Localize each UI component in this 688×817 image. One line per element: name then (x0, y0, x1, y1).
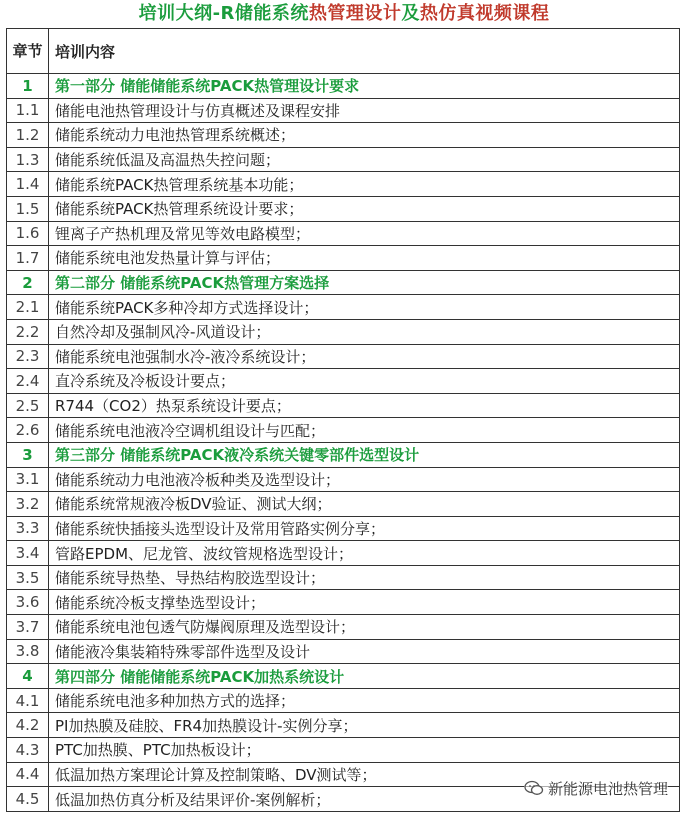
chapter-number: 1.3 (7, 147, 49, 172)
section-title: 第二部分 储能系统PACK热管理方案选择 (49, 270, 680, 295)
table-row (7, 688, 680, 713)
chapter-number: 2.3 (7, 344, 49, 369)
content-text: 储能系统电池强制水冷-液冷系统设计； (49, 344, 680, 369)
content-text: 储能系统快插接头选型设计及常用管路实例分享； (49, 516, 680, 541)
chapter-number: 3.5 (7, 565, 49, 590)
table-row (7, 123, 680, 148)
title-part-1: 培训大纲-R储能系统 (138, 3, 309, 24)
watermark-text: 新能源电池热管理 (547, 779, 668, 798)
table-row (7, 418, 680, 443)
table-row (7, 369, 680, 394)
table-row (7, 295, 680, 320)
content-text: 储能系统PACK热管理系统设计要求； (49, 196, 680, 221)
chapter-number: 2.6 (7, 418, 49, 443)
chapter-number: 1.2 (7, 123, 49, 148)
content-text: 储能系统常规液冷板DV验证、测试大纲； (49, 492, 680, 517)
account-watermark (524, 776, 668, 800)
table-row (7, 246, 680, 271)
content-text: 储能系统冷板支撑垫选型设计； (49, 590, 680, 615)
table-row (7, 319, 680, 344)
content-text: PI加热膜及硅胶、FR4加热膜设计-实例分享； (49, 713, 680, 738)
page-title (0, 0, 688, 28)
table-row (7, 492, 680, 517)
content-text: 储能系统PACK热管理系统基本功能； (49, 172, 680, 197)
content-text: PTC加热膜、PTC加热板设计； (49, 738, 680, 763)
content-text: 锂离子产热机理及常见等效电路模型； (49, 221, 680, 246)
content-text: 直冷系统及冷板设计要点； (49, 369, 680, 394)
chapter-number: 3.7 (7, 615, 49, 640)
chapter-number: 2.4 (7, 369, 49, 394)
content-text: 低温加热方案理论计算及控制策略、DV测试等； (49, 762, 680, 787)
chapter-number: 3.4 (7, 541, 49, 566)
content-text: 储能系统动力电池液冷板种类及选型设计； (49, 467, 680, 492)
header-chapter: 章节 (7, 29, 49, 74)
chapter-number: 1.7 (7, 246, 49, 271)
table-row (7, 98, 680, 123)
content-text: 储能系统PACK多种冷却方式选择设计； (49, 295, 680, 320)
content-text: 储能系统低温及高温热失控问题； (49, 147, 680, 172)
chapter-number: 3.8 (7, 639, 49, 664)
chapter-number: 4 (7, 664, 49, 689)
chapter-number: 1 (7, 74, 49, 99)
table-row (7, 196, 680, 221)
table-row (7, 565, 680, 590)
table-row (7, 172, 680, 197)
chapter-number: 2.5 (7, 393, 49, 418)
header-content: 培训内容 (49, 29, 680, 74)
table-row (7, 344, 680, 369)
content-text: 管路EPDM、尼龙管、波纹管规格选型设计； (49, 541, 680, 566)
section-row (7, 442, 680, 467)
section-title: 第三部分 储能系统PACK液冷系统关键零部件选型设计 (49, 442, 680, 467)
table-row (7, 393, 680, 418)
chapter-number: 3 (7, 442, 49, 467)
chapter-number: 4.5 (7, 787, 49, 812)
section-row (7, 74, 680, 99)
chapter-number: 1.1 (7, 98, 49, 123)
title-part-3: 及 (401, 3, 420, 24)
chapter-number: 4.3 (7, 738, 49, 763)
content-text: 自然冷却及强制风冷-风道设计； (49, 319, 680, 344)
chapter-number: 3.2 (7, 492, 49, 517)
table-row (7, 221, 680, 246)
section-row (7, 664, 680, 689)
title-part-2: 热管理设计 (308, 3, 402, 24)
chapter-number: 2 (7, 270, 49, 295)
chapter-number: 3.1 (7, 467, 49, 492)
chapter-number: 3.6 (7, 590, 49, 615)
course-outline-table (6, 28, 680, 812)
content-text: 低温加热仿真分析及结果评价-案例解析； (49, 787, 680, 812)
content-text: 储能系统动力电池热管理系统概述； (49, 123, 680, 148)
wechat-icon (524, 780, 544, 796)
chapter-number: 3.3 (7, 516, 49, 541)
chapter-number: 2.1 (7, 295, 49, 320)
table-row (7, 713, 680, 738)
chapter-number: 4.2 (7, 713, 49, 738)
chapter-number: 1.5 (7, 196, 49, 221)
title-part-4: 热仿真视频课程 (419, 3, 550, 24)
table-row (7, 467, 680, 492)
chapter-number: 4.1 (7, 688, 49, 713)
chapter-number: 4.4 (7, 762, 49, 787)
section-row (7, 270, 680, 295)
section-title: 第四部分 储能储能系统PACK加热系统设计 (49, 664, 680, 689)
chapter-number: 2.2 (7, 319, 49, 344)
content-text: 储能系统电池多种加热方式的选择； (49, 688, 680, 713)
section-title: 第一部分 储能储能系统PACK热管理设计要求 (49, 74, 680, 99)
content-text: 储能系统导热垫、导热结构胶选型设计； (49, 565, 680, 590)
chapter-number: 1.6 (7, 221, 49, 246)
content-text: 储能系统电池发热量计算与评估； (49, 246, 680, 271)
table-row (7, 590, 680, 615)
chapter-number: 1.4 (7, 172, 49, 197)
table-header-row (7, 29, 680, 74)
content-text: 储能系统电池包透气防爆阀原理及选型设计； (49, 615, 680, 640)
content-text: 储能系统电池液冷空调机组设计与匹配； (49, 418, 680, 443)
content-text: 储能电池热管理设计与仿真概述及课程安排 (49, 98, 680, 123)
content-text: R744（CO2）热泵系统设计要点； (49, 393, 680, 418)
table-row (7, 147, 680, 172)
table-row (7, 639, 680, 664)
table-row (7, 516, 680, 541)
table-row (7, 615, 680, 640)
table-row (7, 541, 680, 566)
content-text: 储能液冷集装箱特殊零部件选型及设计 (49, 639, 680, 664)
table-row (7, 738, 680, 763)
